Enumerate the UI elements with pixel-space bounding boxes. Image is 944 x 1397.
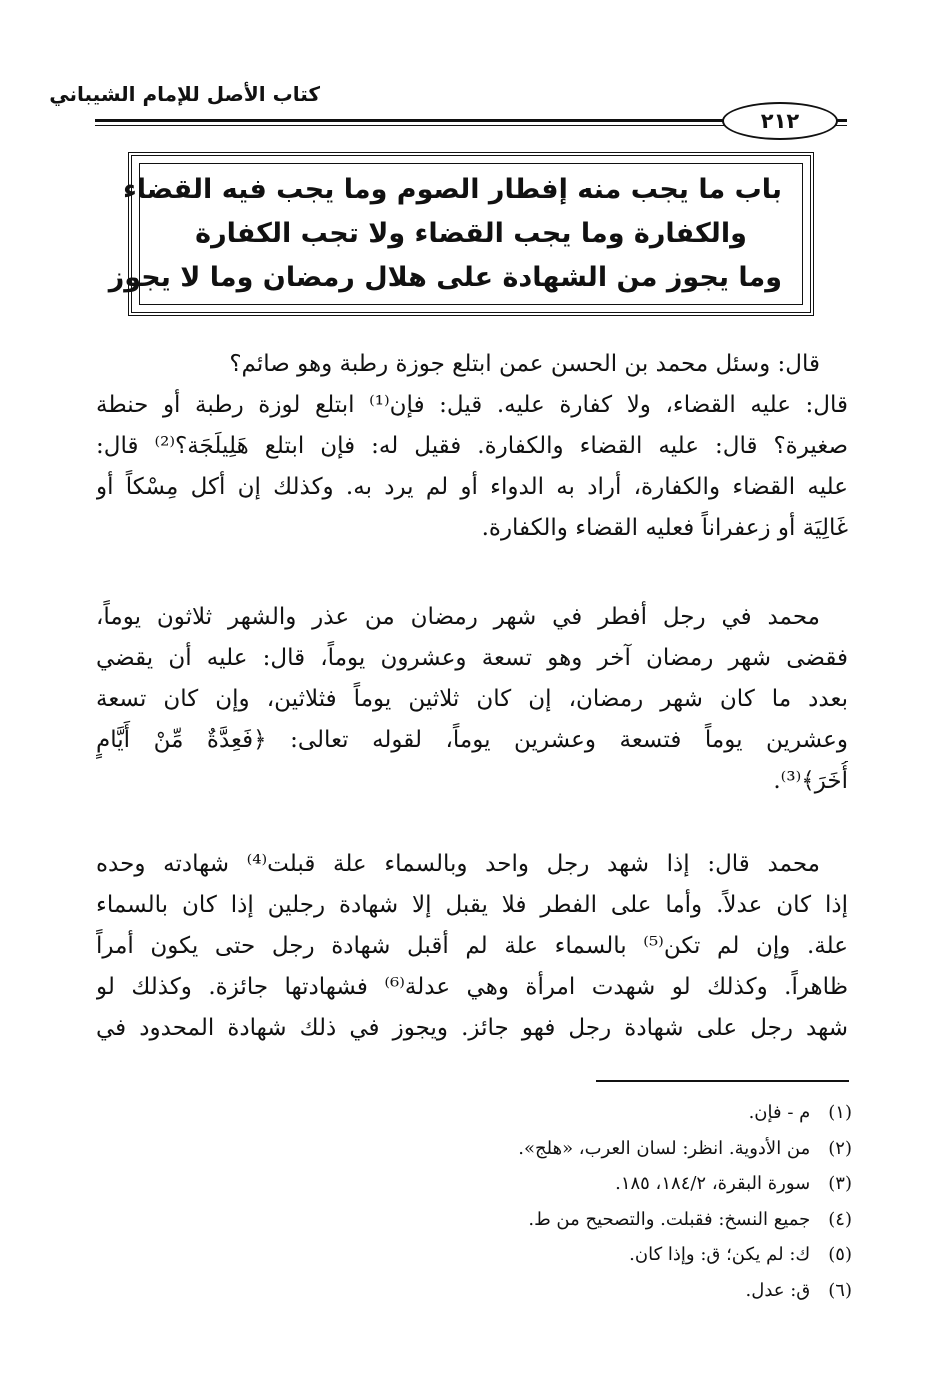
footnote-item — [300, 1131, 852, 1167]
footnote-separator — [596, 1080, 849, 1082]
text-line: صغيرة؟ قال: عليه القضاء والكفارة. فقيل له: فإن ابتلع هَلِيلَجَة؟⁽²⁾ قال: — [96, 433, 848, 459]
chapter-title-line: باب ما يجب منه إفطار الصوم وما يجب فيه القضاء — [122, 174, 782, 205]
text-line: إذا كان عدلاً. وأما على الفطر فلا يقبل إلا شهادة رجلين إذا كان بالسماء — [96, 892, 848, 918]
text-line: شهد رجل على شهادة رجل فهو جائز. ويجوز في ذلك شهادة المحدود في — [96, 1015, 848, 1041]
footnote-text: ك: لم يكن؛ ق: وإذا كان. — [629, 1244, 811, 1265]
footnote-item — [300, 1273, 852, 1309]
footnote-number: (١) — [828, 1102, 852, 1123]
text-line: قال: عليه القضاء، ولا كفارة عليه. قيل: فإن⁽¹⁾ ابتلع لوزة رطبة أو حنطة — [96, 392, 848, 418]
text-line: أُخَرَ﴾⁽³⁾. — [773, 768, 848, 794]
page-number-badge — [722, 102, 838, 140]
paragraph-3 — [96, 844, 848, 1049]
text-line: علة. وإن لم تكن⁽⁵⁾ بالسماء علة لم أقبل شهادة رجل حتى يكون أمراً — [96, 933, 848, 959]
text-line: وعشرين يوماً فتسعة وعشرين يوماً، لقوله تعالى: ﴿فَعِدَّةٌ مِّنْ أَيَّامٍ — [96, 727, 848, 753]
footnote-number: (٥) — [828, 1244, 852, 1265]
footnote-item — [300, 1166, 852, 1202]
footnotes — [300, 1095, 852, 1308]
footnote-item — [300, 1237, 852, 1273]
footnote-text: سورة البقرة، ١٨٤/٢، ١٨٥. — [615, 1173, 811, 1194]
text-line: بعدد ما كان شهر رمضان، إن كان ثلاثين يوماً فثلاثين، وإن كان تسعة — [96, 686, 848, 712]
text-line: محمد في رجل أفطر في شهر رمضان من عذر والشهر ثلاثون يوماً، — [96, 604, 820, 630]
chapter-title-inner-frame — [108, 163, 803, 305]
text-line: محمد قال: إذا شهد رجل واحد وبالسماء علة قبلت⁽⁴⁾ شهادته وحده — [96, 851, 820, 877]
text-line: غَالِيَة أو زعفراناً فعليه القضاء والكفارة. — [481, 515, 848, 541]
footnote-text: من الأدوية. انظر: لسان العرب، «هلج». — [518, 1137, 811, 1159]
text-line: عليه القضاء والكفارة، أراد به الدواء أو لم يرد به. وكذلك إن أكل مِسْكاً أو — [96, 474, 848, 500]
text-line: ظاهراً. وكذلك لو شهدت امرأة وهي عدلة⁽⁶⁾ فشهادتها جائزة. وكذلك لو — [96, 974, 848, 1000]
footnote-number: (٦) — [828, 1279, 852, 1301]
chapter-title-line: وما يجوز من الشهادة على هلال رمضان وما لا يجوز — [108, 262, 782, 293]
page-number: ٢١٢ — [760, 109, 800, 133]
footnote-item — [300, 1095, 852, 1131]
text-line: قال: وسئل محمد بن الحسن عمن ابتلع جوزة رطبة وهو صائم؟ — [229, 351, 820, 377]
text-line: فقضى شهر رمضان آخر وهو تسعة وعشرون يوماً، قال: عليه أن يقضي — [96, 645, 848, 671]
footnote-text: ق: عدل. — [745, 1279, 811, 1301]
paragraph-1 — [96, 344, 848, 549]
chapter-title-line: والكفارة وما يجب القضاء ولا تجب الكفارة — [195, 218, 747, 249]
footnote-number: (٢) — [828, 1137, 852, 1159]
footnote-number: (٣) — [828, 1173, 852, 1194]
footnote-number: (٤) — [828, 1208, 852, 1230]
running-header-title: كتاب الأصل للإمام الشيباني — [49, 82, 320, 106]
chapter-title-frame — [108, 152, 814, 316]
paragraph-2 — [96, 597, 848, 802]
footnote-text: جميع النسخ: فقبلت. والتصحيح من ط. — [528, 1208, 811, 1230]
footnote-item — [300, 1202, 852, 1238]
footnote-text: م - فإن. — [748, 1102, 811, 1123]
